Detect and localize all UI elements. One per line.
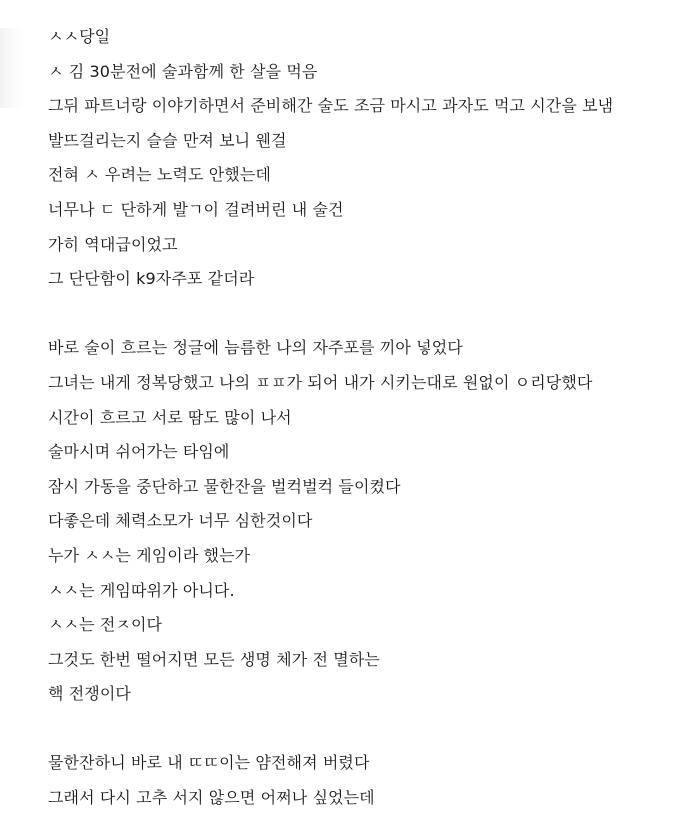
text-line: 그래서 다시 고추 서지 않으면 어쩌나 싶었는데 <box>48 788 375 808</box>
text-line: 핵 전쟁이다 <box>48 684 131 704</box>
text-line: 그뒤 파트너랑 이야기하면서 준비해간 술도 조금 마시고 과자도 먹고 시간을 보냄 <box>48 96 614 116</box>
text-line: 누가 ㅅㅅ는 게임이라 했는가 <box>48 545 251 565</box>
text-line: 전혀 ㅅ 우려는 노력도 안했는데 <box>48 165 271 185</box>
text-line: 그 단단함이 k9자주포 같더라 <box>48 269 255 289</box>
text-line: ㅅ 김 30분전에 술과함께 한 살을 먹음 <box>48 61 318 81</box>
text-line: 너무나 ㄷ 단하게 발ㄱ이 걸려버린 내 술건 <box>48 199 344 219</box>
text-line: 다좋은데 체력소모가 너무 심한것이다 <box>48 511 313 531</box>
text-line: 발뜨걸리는지 슬슬 만져 보니 웬걸 <box>48 130 287 150</box>
text-line: 그것도 한번 떨어지면 모든 생명 체가 전 멸하는 <box>48 649 380 669</box>
text-line: 바로 술이 흐르는 정글에 늠름한 나의 자주포를 끼아 넣었다 <box>48 338 463 358</box>
text-line: ㅅㅅ는 게임따위가 아니다. <box>48 580 235 600</box>
text-line: 물한잔하니 바로 내 ㄸㄸ이는 얌전해져 버렸다 <box>48 753 370 773</box>
left-edge-shadow <box>0 28 24 108</box>
text-line: ㅅㅅ당일 <box>48 27 111 46</box>
text-line: 그녀는 내게 정복당했고 나의 ㅍㅍ가 되어 내가 시키는대로 원없이 ㅇ리당했다 <box>48 372 593 392</box>
text-line: 술마시며 쉬어가는 타임에 <box>48 442 230 462</box>
post-body <box>48 20 693 816</box>
text-line: ㅅㅅ는 전ㅈ이다 <box>48 615 163 635</box>
text-line: 잠시 가동을 중단하고 물한잔을 벌컥벌컥 들이켰다 <box>48 476 401 496</box>
blank-line <box>48 297 693 332</box>
text-line: 시간이 흐르고 서로 땀도 많이 나서 <box>48 407 292 427</box>
blank-line <box>48 712 693 747</box>
text-line: 가히 역대급이었고 <box>48 234 178 254</box>
